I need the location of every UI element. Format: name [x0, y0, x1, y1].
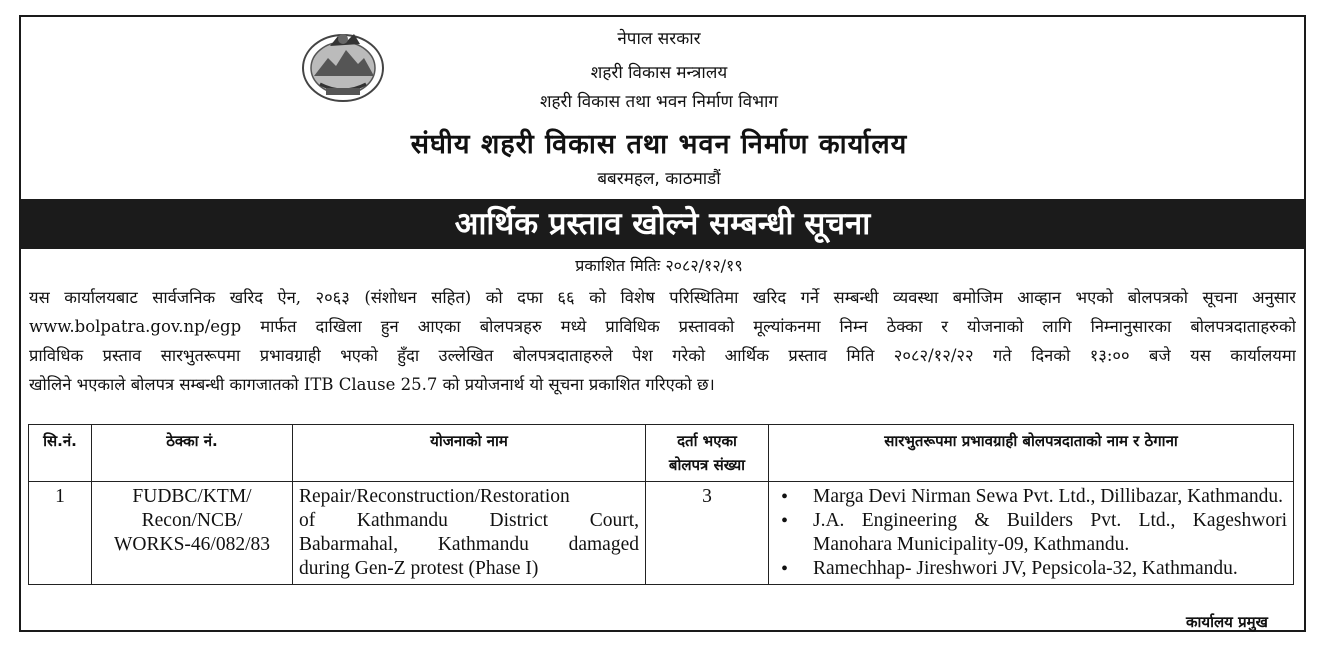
- header-government: नेपाल सरकार: [617, 29, 701, 49]
- body-line: प्राविधिक प्रस्ताव सारभुतरूपमा प्रभावग्राही भएको हुँदा उल्लेखित बोलपत्रदाताहरुले पेश गरेको आर्थिक प्रस्ताव मिति २०८२/१२/२२ गते दिनको १३:०० बजे यस कार्यालयमा: [29, 346, 1296, 365]
- cell-contract: [92, 482, 293, 585]
- header-department: शहरी विकास तथा भवन निर्माण विभाग: [539, 92, 779, 112]
- cell-bidders: [769, 482, 1294, 585]
- cell-serial: 1: [29, 482, 92, 585]
- published-date: प्रकाशित मितिः २०८२/१२/१९: [575, 256, 743, 275]
- col-project-header: योजनाको नाम: [293, 425, 646, 482]
- col-bids-header: [646, 425, 769, 482]
- project-line: Babarmahal, Kathmandu damaged: [299, 534, 639, 555]
- office-name: संघीय शहरी विकास तथा भवन निर्माण कार्यालय: [410, 129, 908, 160]
- body-line: यस कार्यालयबाट सार्वजनिक खरिद ऐन, २०६३ (संशोधन सहित) को दफा ६६ को विशेष परिस्थितिमा खरिद गर्ने सम्बन्धी व्यवस्था बमोजिम आव्हान भएको बोलपत्रको सूचना अनुसार: [29, 288, 1296, 307]
- body-line: www.bolpatra.gov.np/egp मार्फत दाखिला हुन आएका बोलपत्रहरु मध्ये प्राविधिक प्रस्तावको मूल्यांकनमा निम्न ठेक्का र योजनाको लागि निम्नानुसारका बोलपत्रदाताहरुको: [29, 317, 1296, 336]
- notice-title-banner: आर्थिक प्रस्ताव खोल्ने सम्बन्धी सूचना: [21, 199, 1304, 249]
- cell-bid-count: 3: [646, 482, 769, 585]
- bidder-item: • Ramechhap- Jireshwori JV, Pepsicola-32, Kathmandu.: [813, 557, 1287, 581]
- table-row: [29, 482, 1294, 585]
- col-bidders-header: सारभुतरूपमा प्रभावग्राही बोलपत्रदाताको नाम र ठेगाना: [769, 425, 1294, 482]
- project-line: of Kathmandu District Court,: [299, 510, 639, 531]
- bidder-item: • J.A. Engineering & Builders Pvt. Ltd., Kageshwori Manohara Municipality-09, Kathmandu.: [813, 509, 1287, 557]
- bidder-item: • Marga Devi Nirman Sewa Pvt. Ltd., Dillibazar, Kathmandu.: [813, 485, 1287, 509]
- office-chief-signature: कार्यालय प्रमुख: [1186, 613, 1268, 631]
- body-line: खोलिने भएकाले बोलपत्र सम्बन्धी कागजातको ITB Clause 25.7 को प्रयोजनार्थ यो सूचना प्रकाशित गरिएको छ।: [29, 375, 715, 394]
- bids-header-line2: बोलपत्र संख्या: [668, 456, 746, 474]
- project-line: Repair/Reconstruction/Restoration: [299, 486, 570, 507]
- notice-body: [29, 283, 1296, 399]
- bid-table: [28, 424, 1294, 585]
- col-serial-header: सि.नं.: [29, 425, 92, 482]
- bids-header-line1: दर्ता भएका: [677, 432, 737, 450]
- header-ministry: शहरी विकास मन्त्रालय: [590, 63, 728, 83]
- bidder-list: [775, 485, 1287, 581]
- contract-line: Recon/NCB/: [141, 510, 243, 531]
- project-line: during Gen-Z protest (Phase I): [299, 558, 539, 579]
- office-address: बबरमहल, काठमाडौं: [597, 169, 721, 189]
- contract-line: FUDBC/KTM/: [132, 486, 252, 507]
- table-header-row: [29, 425, 1294, 482]
- cell-project: [293, 482, 646, 585]
- contract-line: WORKS-46/082/83: [114, 534, 270, 555]
- col-contract-header: ठेक्का नं.: [92, 425, 293, 482]
